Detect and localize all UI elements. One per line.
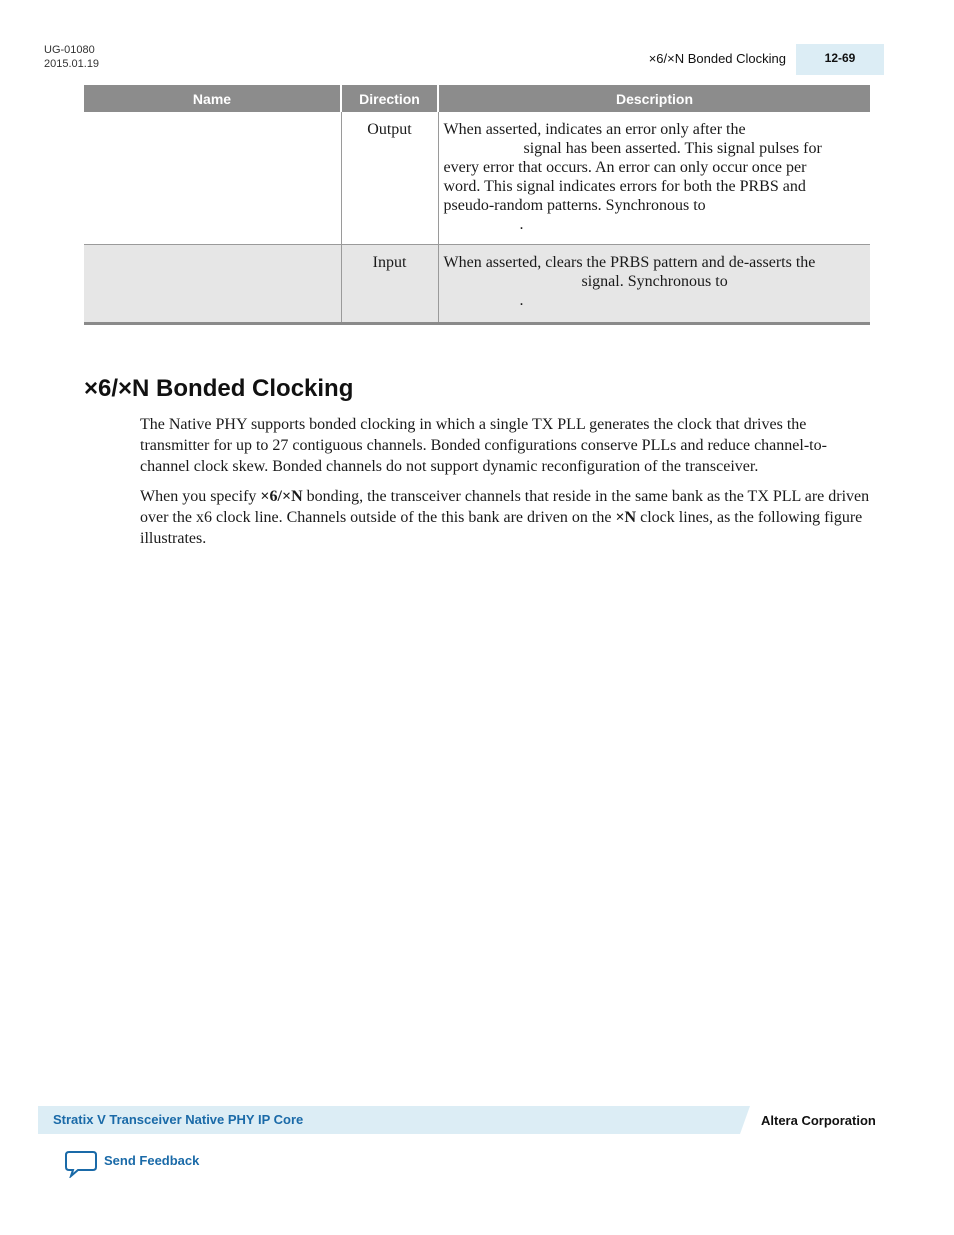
description-cell <box>438 245 870 324</box>
column-header-name: Name <box>84 85 341 112</box>
signal-name-cell <box>84 245 341 324</box>
paragraph-text: clock lines, as the following figure illustrates. <box>140 509 863 547</box>
table-row <box>84 245 870 324</box>
send-feedback-link[interactable]: Send Feedback <box>104 1153 200 1168</box>
body-paragraph <box>140 486 870 549</box>
column-header-direction: Direction <box>341 85 438 112</box>
paragraph-text: bonding, the transceiver channels that reside in the same bank as the TX PLL are driven over the x6 clock line. Channels outside of the this bank are driven on the <box>140 488 870 526</box>
speech-bubble-icon[interactable] <box>65 1150 97 1178</box>
xn-term: ×N <box>615 509 637 526</box>
body-paragraph: The Native PHY supports bonded clocking in which a single TX PLL generates the clock that drives the transmitter for up to 27 contiguous channels. Bonded configurations conserve PLLs and reduce channel-to-channel clock skew. Bonded channels do not support dynamic reconfiguration of the transceiver. <box>140 416 827 475</box>
bonding-term: ×6/×N <box>260 488 303 505</box>
description-line: pseudo-random patterns. Synchronous to <box>443 197 706 214</box>
direction-cell: Input <box>341 245 438 324</box>
description-line: . <box>519 216 524 233</box>
running-header-section: ×6/×N Bonded Clocking <box>648 51 786 66</box>
page-number: 12-69 <box>824 51 856 65</box>
footer-document-title[interactable]: Stratix V Transceiver Native PHY IP Core <box>53 1112 304 1127</box>
footer-company: Altera Corporation <box>761 1113 876 1128</box>
doc-date: 2015.01.19 <box>44 58 100 70</box>
paragraph-text: When you specify <box>140 488 261 505</box>
description-line: word. This signal indicates errors for both the PRBS and <box>443 178 806 195</box>
description-line: . <box>519 292 524 309</box>
description-line: signal. Synchronous to <box>581 273 728 290</box>
column-header-description: Description <box>438 85 870 112</box>
section-heading: ×6/×N Bonded Clocking <box>84 375 354 402</box>
document-id <box>44 43 99 71</box>
description-line: signal has been asserted. This signal pulses for <box>523 140 822 157</box>
signal-name-cell <box>84 112 341 245</box>
description-line: every error that occurs. An error can only occur once per <box>443 159 807 176</box>
description-line: When asserted, indicates an error only after the <box>443 121 746 138</box>
signal-table <box>84 85 870 325</box>
doc-number: UG-01080 <box>44 44 95 56</box>
direction-cell: Output <box>341 112 438 245</box>
table-header-row <box>84 85 870 112</box>
description-line: When asserted, clears the PRBS pattern and de-asserts the <box>443 254 816 271</box>
table-row <box>84 112 870 245</box>
description-cell <box>438 112 870 245</box>
